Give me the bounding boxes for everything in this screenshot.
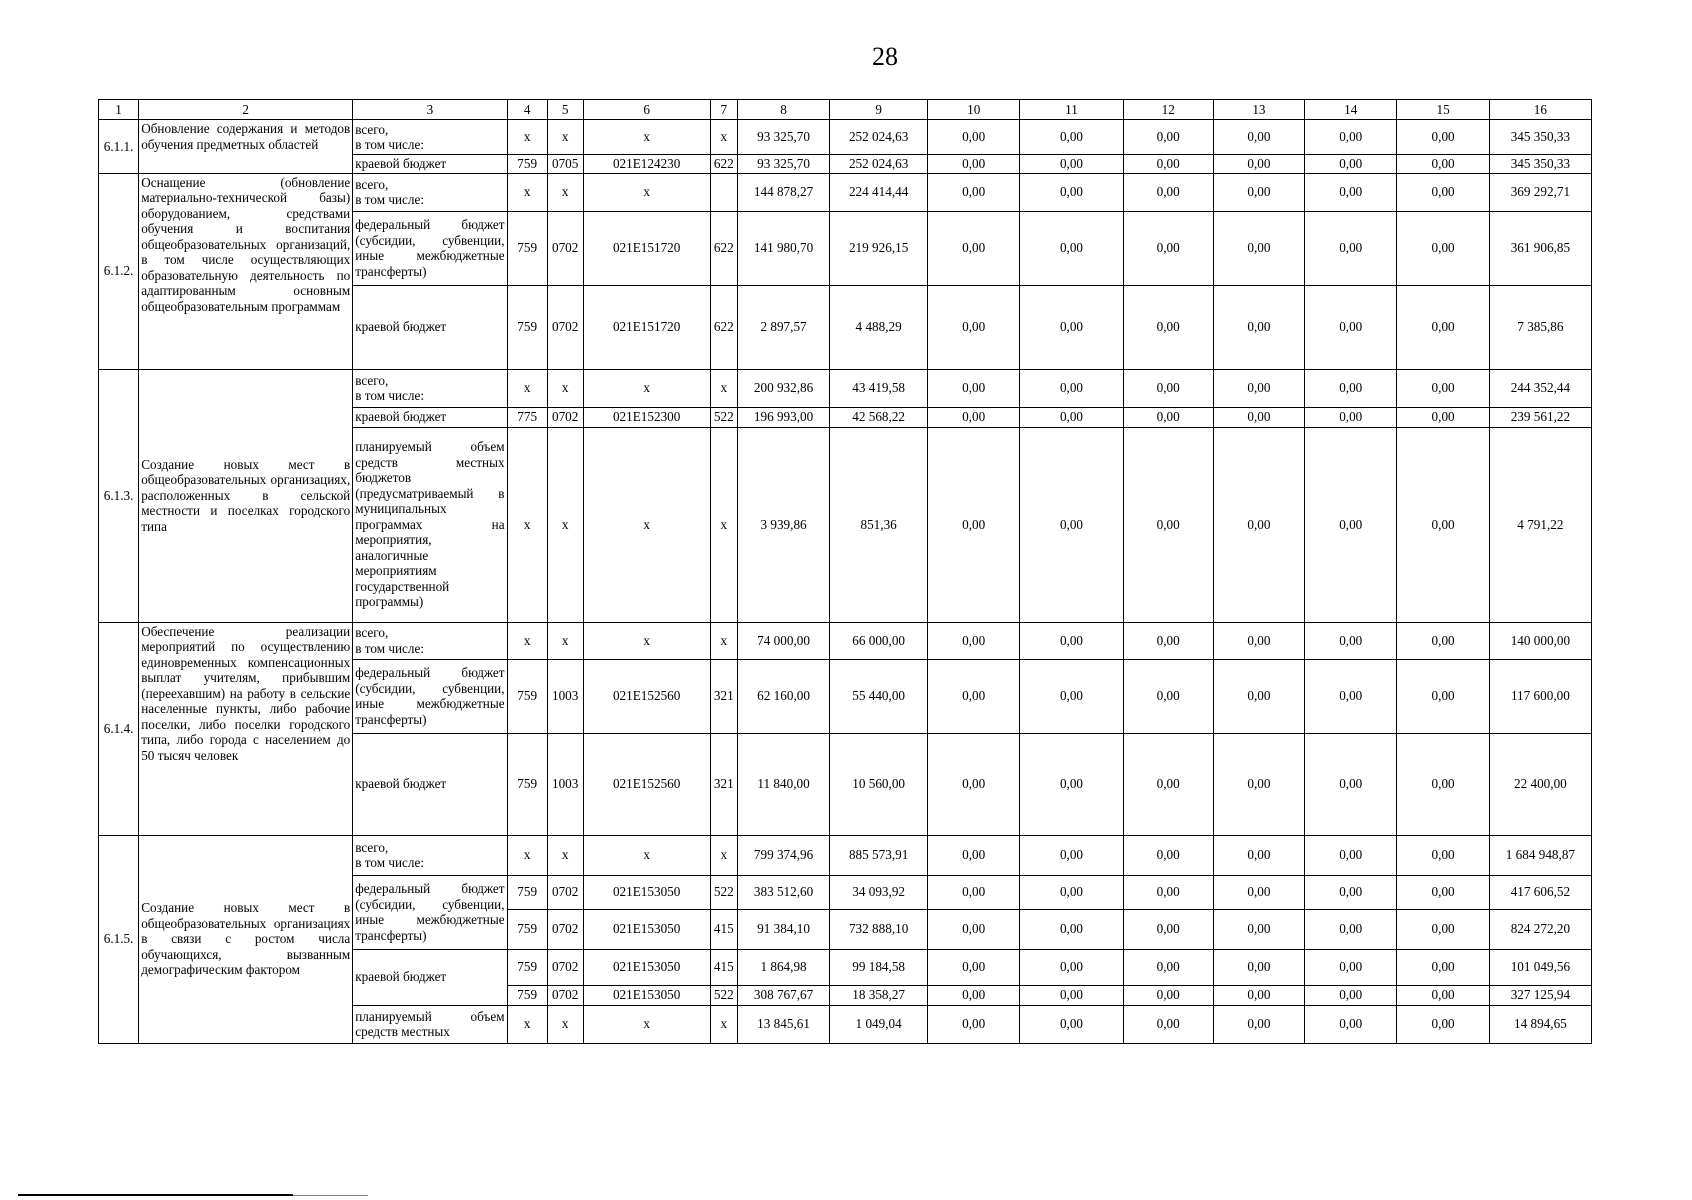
cell-c9: 219 926,15 — [830, 211, 928, 285]
cell-c4: x — [507, 835, 547, 875]
cell-c4: x — [507, 173, 547, 211]
source-federal: федеральный бюджет (субсидии, субвенции, иные межбюджетные трансферты) — [353, 211, 507, 285]
cell-c9: 34 093,92 — [830, 875, 928, 909]
cell-c10: 0,00 — [928, 155, 1020, 174]
cell-c5: 0702 — [547, 949, 583, 985]
cell-c16: 417 606,52 — [1489, 875, 1591, 909]
cell-c11: 0,00 — [1020, 211, 1123, 285]
cell-c11: 0,00 — [1020, 733, 1123, 835]
item-name: Обновление содержания и методов обучения предметных областей — [139, 120, 353, 174]
cell-c9: 1 049,04 — [830, 1005, 928, 1043]
cell-c13: 0,00 — [1213, 173, 1304, 211]
column-header: 6 — [583, 100, 710, 120]
cell-c6: 021E153050 — [583, 985, 710, 1005]
cell-c9: 732 888,10 — [830, 909, 928, 949]
cell-c13: 0,00 — [1213, 659, 1304, 733]
cell-c16: 1 684 948,87 — [1489, 835, 1591, 875]
column-header: 5 — [547, 100, 583, 120]
cell-c6: 021E151720 — [583, 285, 710, 369]
cell-c16: 101 049,56 — [1489, 949, 1591, 985]
cell-c13: 0,00 — [1213, 909, 1304, 949]
source-regional: краевой бюджет — [353, 285, 507, 369]
cell-c9: 851,36 — [830, 427, 928, 622]
cell-c4: x — [507, 427, 547, 622]
cell-c10: 0,00 — [928, 407, 1020, 427]
cell-c10: 0,00 — [928, 985, 1020, 1005]
cell-c6: 021E153050 — [583, 949, 710, 985]
cell-c16: 140 000,00 — [1489, 622, 1591, 659]
cell-c12: 0,00 — [1123, 1005, 1213, 1043]
source-federal: федеральный бюджет (субсидии, субвенции, иные межбюджетные трансферты) — [353, 875, 507, 949]
cell-c4: x — [507, 120, 547, 155]
cell-c8: 196 993,00 — [737, 407, 829, 427]
source-regional: краевой бюджет — [353, 733, 507, 835]
cell-c15: 0,00 — [1397, 120, 1489, 155]
cell-c10: 0,00 — [928, 733, 1020, 835]
item-name: Обеспечение реализации мероприятий по осуществлению единовременных компенсационных выплат учителям, прибывшим (переехавшим) на работу в сельские населенные пункты, либо рабочие поселки, либо поселки городского типа, либо города с населением до 50 тысяч человек — [139, 622, 353, 835]
cell-c8: 3 939,86 — [737, 427, 829, 622]
cell-c11: 0,00 — [1020, 875, 1123, 909]
cell-c14: 0,00 — [1305, 369, 1397, 407]
cell-c13: 0,00 — [1213, 1005, 1304, 1043]
cell-c11: 0,00 — [1020, 173, 1123, 211]
cell-c7 — [710, 173, 737, 211]
cell-c6: x — [583, 835, 710, 875]
cell-c9: 224 414,44 — [830, 173, 928, 211]
cell-c4: 759 — [507, 285, 547, 369]
column-header: 3 — [353, 100, 507, 120]
cell-c4: 759 — [507, 949, 547, 985]
cell-c7: 321 — [710, 733, 737, 835]
cell-c15: 0,00 — [1397, 407, 1489, 427]
cell-c8: 308 767,67 — [737, 985, 829, 1005]
cell-c12: 0,00 — [1123, 949, 1213, 985]
cell-c5: x — [547, 835, 583, 875]
cell-c4: x — [507, 369, 547, 407]
cell-c6: x — [583, 622, 710, 659]
cell-c9: 252 024,63 — [830, 120, 928, 155]
cell-c12: 0,00 — [1123, 733, 1213, 835]
cell-c9: 885 573,91 — [830, 835, 928, 875]
cell-c14: 0,00 — [1305, 985, 1397, 1005]
cell-c14: 0,00 — [1305, 155, 1397, 174]
cell-c14: 0,00 — [1305, 622, 1397, 659]
cell-c13: 0,00 — [1213, 835, 1304, 875]
cell-c16: 327 125,94 — [1489, 985, 1591, 1005]
cell-c12: 0,00 — [1123, 835, 1213, 875]
cell-c12: 0,00 — [1123, 285, 1213, 369]
cell-c5: 0705 — [547, 155, 583, 174]
cell-c14: 0,00 — [1305, 909, 1397, 949]
cell-c12: 0,00 — [1123, 875, 1213, 909]
cell-c12: 0,00 — [1123, 909, 1213, 949]
cell-c16: 345 350,33 — [1489, 155, 1591, 174]
cell-c4: 759 — [507, 875, 547, 909]
cell-c5: x — [547, 622, 583, 659]
cell-c10: 0,00 — [928, 622, 1020, 659]
cell-c14: 0,00 — [1305, 733, 1397, 835]
cell-c11: 0,00 — [1020, 1005, 1123, 1043]
source-municipal: планируемый объем средств местных — [353, 1005, 507, 1043]
cell-c4: 759 — [507, 659, 547, 733]
cell-c8: 62 160,00 — [737, 659, 829, 733]
cell-c12: 0,00 — [1123, 985, 1213, 1005]
cell-c15: 0,00 — [1397, 1005, 1489, 1043]
cell-c7: 622 — [710, 211, 737, 285]
footer-rule-faint — [293, 1195, 368, 1196]
cell-c15: 0,00 — [1397, 622, 1489, 659]
column-header: 2 — [139, 100, 353, 120]
cell-c5: 0702 — [547, 211, 583, 285]
cell-c10: 0,00 — [928, 369, 1020, 407]
cell-c7: 415 — [710, 949, 737, 985]
cell-c5: x — [547, 120, 583, 155]
cell-c14: 0,00 — [1305, 173, 1397, 211]
cell-c4: 759 — [507, 985, 547, 1005]
cell-c12: 0,00 — [1123, 622, 1213, 659]
column-header: 7 — [710, 100, 737, 120]
cell-c7: x — [710, 622, 737, 659]
cell-c7: x — [710, 369, 737, 407]
column-header: 12 — [1123, 100, 1213, 120]
cell-c10: 0,00 — [928, 909, 1020, 949]
column-header: 15 — [1397, 100, 1489, 120]
item-number: 6.1.4. — [99, 622, 139, 835]
cell-c15: 0,00 — [1397, 155, 1489, 174]
cell-c5: x — [547, 1005, 583, 1043]
cell-c11: 0,00 — [1020, 659, 1123, 733]
cell-c16: 361 906,85 — [1489, 211, 1591, 285]
cell-c9: 18 358,27 — [830, 985, 928, 1005]
cell-c7: 522 — [710, 407, 737, 427]
cell-c7: 415 — [710, 909, 737, 949]
cell-c14: 0,00 — [1305, 427, 1397, 622]
cell-c11: 0,00 — [1020, 285, 1123, 369]
cell-c13: 0,00 — [1213, 875, 1304, 909]
cell-c8: 144 878,27 — [737, 173, 829, 211]
cell-c9: 66 000,00 — [830, 622, 928, 659]
cell-c7: 522 — [710, 985, 737, 1005]
cell-c6: 021E151720 — [583, 211, 710, 285]
cell-c9: 55 440,00 — [830, 659, 928, 733]
cell-c15: 0,00 — [1397, 285, 1489, 369]
cell-c6: x — [583, 120, 710, 155]
source-total: всего, в том числе: — [353, 622, 507, 659]
cell-c5: x — [547, 369, 583, 407]
cell-c11: 0,00 — [1020, 949, 1123, 985]
cell-c6: x — [583, 173, 710, 211]
item-number: 6.1.2. — [99, 173, 139, 369]
cell-c8: 799 374,96 — [737, 835, 829, 875]
cell-c13: 0,00 — [1213, 622, 1304, 659]
cell-c8: 2 897,57 — [737, 285, 829, 369]
cell-c10: 0,00 — [928, 211, 1020, 285]
cell-c4: x — [507, 622, 547, 659]
cell-c7: 321 — [710, 659, 737, 733]
cell-c13: 0,00 — [1213, 949, 1304, 985]
cell-c7: x — [710, 1005, 737, 1043]
source-total: всего, в том числе: — [353, 120, 507, 155]
cell-c10: 0,00 — [928, 659, 1020, 733]
cell-c8: 200 932,86 — [737, 369, 829, 407]
cell-c5: 1003 — [547, 659, 583, 733]
cell-c4: 759 — [507, 733, 547, 835]
item-name: Создание новых мест в общеобразовательных организациях, расположенных в сельской местности и поселках городского типа — [139, 369, 353, 622]
cell-c12: 0,00 — [1123, 659, 1213, 733]
cell-c11: 0,00 — [1020, 427, 1123, 622]
cell-c4: 759 — [507, 211, 547, 285]
cell-c12: 0,00 — [1123, 120, 1213, 155]
cell-c8: 1 864,98 — [737, 949, 829, 985]
cell-c4: 775 — [507, 407, 547, 427]
cell-c4: 759 — [507, 909, 547, 949]
cell-c4: 759 — [507, 155, 547, 174]
item-name: Создание новых мест в общеобразовательных организациях в связи с ростом числа обучающихся, вызванным демографическим фактором — [139, 835, 353, 1043]
cell-c9: 10 560,00 — [830, 733, 928, 835]
cell-c7: 622 — [710, 155, 737, 174]
header-row — [99, 100, 1592, 120]
cell-c12: 0,00 — [1123, 407, 1213, 427]
cell-c12: 0,00 — [1123, 211, 1213, 285]
cell-c14: 0,00 — [1305, 285, 1397, 369]
cell-c9: 252 024,63 — [830, 155, 928, 174]
cell-c5: 0702 — [547, 909, 583, 949]
cell-c11: 0,00 — [1020, 622, 1123, 659]
column-header: 11 — [1020, 100, 1123, 120]
page-number: 28 — [872, 42, 898, 71]
column-header: 16 — [1489, 100, 1591, 120]
cell-c15: 0,00 — [1397, 173, 1489, 211]
cell-c16: 369 292,71 — [1489, 173, 1591, 211]
cell-c14: 0,00 — [1305, 875, 1397, 909]
cell-c6: 021E152560 — [583, 659, 710, 733]
footer-rule — [18, 1194, 293, 1196]
cell-c13: 0,00 — [1213, 211, 1304, 285]
cell-c10: 0,00 — [928, 1005, 1020, 1043]
column-header: 14 — [1305, 100, 1397, 120]
source-regional: краевой бюджет — [353, 407, 507, 427]
cell-c14: 0,00 — [1305, 211, 1397, 285]
cell-c6: x — [583, 427, 710, 622]
cell-c13: 0,00 — [1213, 407, 1304, 427]
cell-c5: x — [547, 173, 583, 211]
cell-c15: 0,00 — [1397, 835, 1489, 875]
cell-c10: 0,00 — [928, 427, 1020, 622]
cell-c8: 93 325,70 — [737, 155, 829, 174]
cell-c15: 0,00 — [1397, 211, 1489, 285]
cell-c12: 0,00 — [1123, 369, 1213, 407]
cell-c13: 0,00 — [1213, 155, 1304, 174]
cell-c14: 0,00 — [1305, 120, 1397, 155]
column-header: 4 — [507, 100, 547, 120]
cell-c5: 0702 — [547, 875, 583, 909]
cell-c13: 0,00 — [1213, 427, 1304, 622]
column-header: 9 — [830, 100, 928, 120]
cell-c5: 1003 — [547, 733, 583, 835]
cell-c14: 0,00 — [1305, 1005, 1397, 1043]
cell-c14: 0,00 — [1305, 835, 1397, 875]
cell-c6: x — [583, 1005, 710, 1043]
cell-c16: 4 791,22 — [1489, 427, 1591, 622]
source-regional: краевой бюджет — [353, 949, 507, 1005]
source-federal: федеральный бюджет (субсидии, субвенции, иные межбюджетные трансферты) — [353, 659, 507, 733]
cell-c13: 0,00 — [1213, 985, 1304, 1005]
source-regional: краевой бюджет — [353, 155, 507, 174]
cell-c5: 0702 — [547, 285, 583, 369]
column-header: 1 — [99, 100, 139, 120]
cell-c16: 22 400,00 — [1489, 733, 1591, 835]
cell-c15: 0,00 — [1397, 985, 1489, 1005]
cell-c15: 0,00 — [1397, 427, 1489, 622]
cell-c11: 0,00 — [1020, 120, 1123, 155]
cell-c7: 622 — [710, 285, 737, 369]
cell-c11: 0,00 — [1020, 407, 1123, 427]
cell-c14: 0,00 — [1305, 407, 1397, 427]
cell-c8: 91 384,10 — [737, 909, 829, 949]
cell-c16: 345 350,33 — [1489, 120, 1591, 155]
item-number: 6.1.3. — [99, 369, 139, 622]
cell-c11: 0,00 — [1020, 835, 1123, 875]
cell-c7: x — [710, 835, 737, 875]
cell-c6: 021E152300 — [583, 407, 710, 427]
cell-c8: 13 845,61 — [737, 1005, 829, 1043]
cell-c13: 0,00 — [1213, 369, 1304, 407]
item-number: 6.1.5. — [99, 835, 139, 1043]
cell-c8: 141 980,70 — [737, 211, 829, 285]
cell-c10: 0,00 — [928, 173, 1020, 211]
cell-c15: 0,00 — [1397, 733, 1489, 835]
cell-c7: 522 — [710, 875, 737, 909]
cell-c10: 0,00 — [928, 120, 1020, 155]
cell-c10: 0,00 — [928, 875, 1020, 909]
cell-c16: 244 352,44 — [1489, 369, 1591, 407]
cell-c11: 0,00 — [1020, 985, 1123, 1005]
source-municipal: планируемый объем средств местных бюджетов (предусматриваемый в муниципальных программах на мероприятия, аналогичные мероприятиям государственной программы) — [353, 427, 507, 622]
cell-c9: 4 488,29 — [830, 285, 928, 369]
cell-c15: 0,00 — [1397, 369, 1489, 407]
cell-c11: 0,00 — [1020, 369, 1123, 407]
cell-c16: 239 561,22 — [1489, 407, 1591, 427]
cell-c9: 99 184,58 — [830, 949, 928, 985]
cell-c10: 0,00 — [928, 949, 1020, 985]
cell-c16: 117 600,00 — [1489, 659, 1591, 733]
cell-c13: 0,00 — [1213, 285, 1304, 369]
cell-c8: 93 325,70 — [737, 120, 829, 155]
cell-c12: 0,00 — [1123, 427, 1213, 622]
cell-c16: 824 272,20 — [1489, 909, 1591, 949]
cell-c5: 0702 — [547, 407, 583, 427]
cell-c14: 0,00 — [1305, 659, 1397, 733]
source-total: всего, в том числе: — [353, 173, 507, 211]
cell-c16: 14 894,65 — [1489, 1005, 1591, 1043]
cell-c10: 0,00 — [928, 835, 1020, 875]
cell-c6: 021E152560 — [583, 733, 710, 835]
cell-c10: 0,00 — [928, 285, 1020, 369]
cell-c12: 0,00 — [1123, 173, 1213, 211]
cell-c11: 0,00 — [1020, 909, 1123, 949]
cell-c8: 74 000,00 — [737, 622, 829, 659]
cell-c6: 021E153050 — [583, 875, 710, 909]
cell-c4: x — [507, 1005, 547, 1043]
source-total: всего, в том числе: — [353, 369, 507, 407]
column-header: 13 — [1213, 100, 1304, 120]
budget-table — [98, 99, 1592, 1044]
cell-c6: x — [583, 369, 710, 407]
cell-c11: 0,00 — [1020, 155, 1123, 174]
column-header: 8 — [737, 100, 829, 120]
item-number: 6.1.1. — [99, 120, 139, 174]
column-header: 10 — [928, 100, 1020, 120]
cell-c9: 42 568,22 — [830, 407, 928, 427]
cell-c16: 7 385,86 — [1489, 285, 1591, 369]
cell-c13: 0,00 — [1213, 733, 1304, 835]
cell-c14: 0,00 — [1305, 949, 1397, 985]
cell-c15: 0,00 — [1397, 909, 1489, 949]
cell-c7: x — [710, 427, 737, 622]
cell-c6: 021E124230 — [583, 155, 710, 174]
cell-c12: 0,00 — [1123, 155, 1213, 174]
cell-c13: 0,00 — [1213, 120, 1304, 155]
cell-c5: x — [547, 427, 583, 622]
item-name: Оснащение (обновление материально-технической базы) оборудованием, средствами обучения и воспитания общеобразовательных организаций, в том числе осуществляющих образовательную деятельность по адаптированным основным общеобразовательным программам — [139, 173, 353, 369]
cell-c7: x — [710, 120, 737, 155]
cell-c15: 0,00 — [1397, 949, 1489, 985]
cell-c8: 11 840,00 — [737, 733, 829, 835]
cell-c6: 021E153050 — [583, 909, 710, 949]
source-total: всего, в том числе: — [353, 835, 507, 875]
cell-c15: 0,00 — [1397, 659, 1489, 733]
cell-c9: 43 419,58 — [830, 369, 928, 407]
cell-c15: 0,00 — [1397, 875, 1489, 909]
cell-c5: 0702 — [547, 985, 583, 1005]
cell-c8: 383 512,60 — [737, 875, 829, 909]
